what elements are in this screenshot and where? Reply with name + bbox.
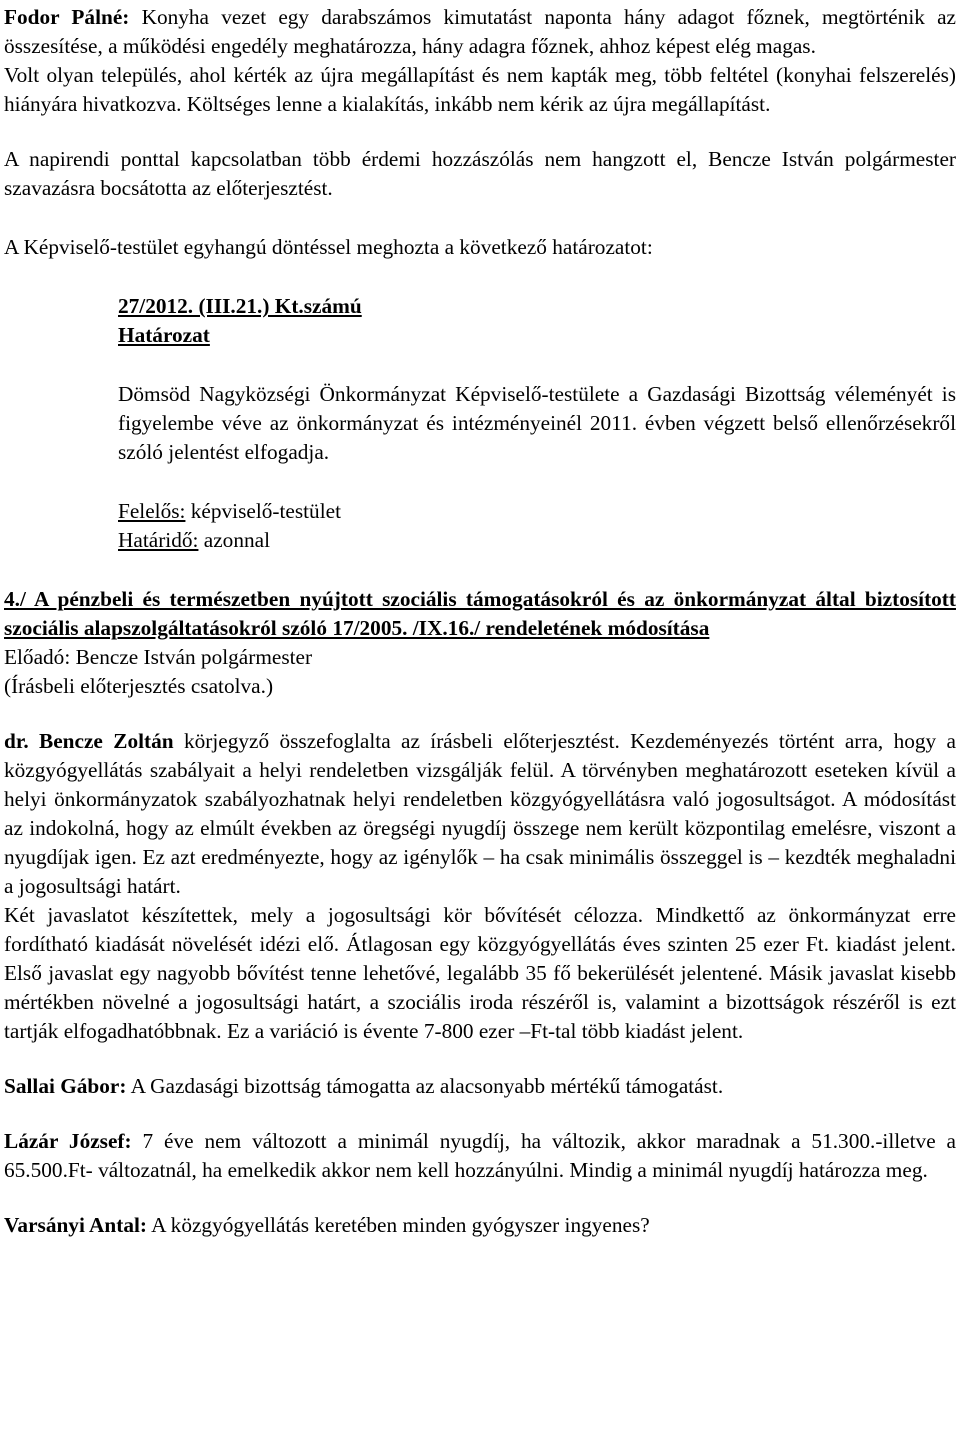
speaker-name: Fodor Pálné: [4,5,130,29]
responsible-value: képviselő-testület [185,499,341,523]
spacer [4,555,956,585]
resolution-block [4,292,956,555]
paragraph-varsanyi-antal [4,1211,956,1240]
agenda-item-attachment: (Írásbeli előterjesztés csatolva.) [4,674,274,698]
resolution-body: Dömsöd Nagyközségi Önkormányzat Képviselő-testülete a Gazdasági Bizottság véleményét is figyelembe véve az önkormányzat és intézményeinél 2011. évben végzett belső ellenőrzésekről szóló jelentést elfogadja. [118,382,956,464]
deadline-label: Határidő: [118,528,199,552]
resolution-responsible [118,497,956,526]
resolution-deadline [118,526,956,555]
paragraph-bencze-zoltan [4,727,956,901]
spacer [4,203,956,233]
responsible-label: Felelős: [118,499,186,523]
paragraph-text: Konyha vezet egy darabszámos kimutatást naponta hány adagot főznek, megtörténik az összesítése, a működési engedély meghatározza, hány adagra főznek, ahhoz képest elég magas. [4,5,956,58]
paragraph-sallai-gabor [4,1072,956,1101]
spacer [4,1101,956,1127]
paragraph-fodor-palne [4,3,956,61]
spacer [4,119,956,145]
deadline-value: azonnal [198,528,270,552]
paragraph-settlement: Volt olyan település, ahol kérték az újra megállapítást és nem kapták meg, több feltétel (konyhai felszerelés) hiányára hivatkozva. Költséges lenne a kialakítás, inkább nem kérik az újra megállapítást. [4,63,956,116]
paragraph-text: A közgyógyellátás keretében minden gyógyszer ingyenes? [147,1213,650,1237]
spacer [4,1185,956,1211]
paragraph-two-proposals: Két javaslatot készítettek, mely a jogosultsági kör bővítését célozza. Mindkettő az önkormányzat erre fordítható kiadását növelését idézi elő. Átlagosan egy közgyógyellátás éves szinten 25 ezer Ft. kiadást jelent. Első javaslat egy nagyobb bővítést tenne lehetővé, legalább 35 fő bekerülését jelentené. Másik javaslat kisebb mértékben növelné a jogosultsági határt, a szociális iroda részéről is, valamint a bizottságok részéről is ezt tartják elfogadhatóbbnak. Ez a variáció is évente 7-800 ezer –Ft-tal több kiadást jelent. [4,903,956,1043]
speaker-name: dr. Bencze Zoltán [4,729,174,753]
agenda-item-number: 4. [4,587,20,611]
spacer [118,350,956,380]
speaker-name: Lázár József: [4,1129,132,1153]
agenda-item-title [4,585,956,643]
paragraph-decision-intro: A Képviselő-testület egyhangú döntéssel meghozta a következő határozatot: [4,235,653,259]
resolution-number: 27/2012. (III.21.) Kt.számú [118,294,362,318]
speaker-name: Sallai Gábor: [4,1074,127,1098]
paragraph-agenda-vote: A napirendi ponttal kapcsolatban több érdemi hozzászólás nem hangzott el, Bencze István polgármester szavazásra bocsátotta az előterjesztést. [4,147,956,200]
paragraph-text: A Gazdasági bizottság támogatta az alacsonyabb mértékű támogatást. [126,1074,724,1098]
spacer [4,262,956,292]
resolution-label: Határozat [118,323,210,347]
agenda-item-presenter: Előadó: Bencze István polgármester [4,645,313,669]
agenda-item-text: / A pénzbeli és természetben nyújtott szociális támogatásokról és az önkormányzat által biztosított szociális alapszolgáltatásokról szóló 17/2005. /IX.16./ rendeletének módosítása [4,587,956,640]
spacer [4,701,956,727]
speaker-name: Varsányi Antal: [4,1213,147,1237]
paragraph-text: 7 éve nem változott a minimál nyugdíj, ha változik, akkor maradnak a 51.300.-illetve a 65.500.Ft- változatnál, ha emelkedik akkor nem kell hozzányúlni. Mindig a minimál nyugdíj határozza meg. [4,1129,956,1182]
paragraph-text: körjegyző összefoglalta az írásbeli előterjesztést. Kezdeményezés történt arra, hogy a közgyógyellátás szabályait a helyi rendeletben vizsgálják felül. A törvényben meghatározott eseteken kívül a helyi önkormányzatok szabályozhatnak helyi rendeletben közgyógyellátásra való jogosultságot. A módosítást az indokolná, hogy az elmúlt években az öregségi nyugdíj összege nem került központilag emelésre, viszont a nyugdíjak igen. Ez azt eredményezte, hogy az igénylők – ha csak minimális összeggel is – kezdték meghaladni a jogosultsági határt. [4,729,956,898]
spacer [118,467,956,497]
spacer [4,1046,956,1072]
paragraph-lazar-jozsef [4,1127,956,1185]
